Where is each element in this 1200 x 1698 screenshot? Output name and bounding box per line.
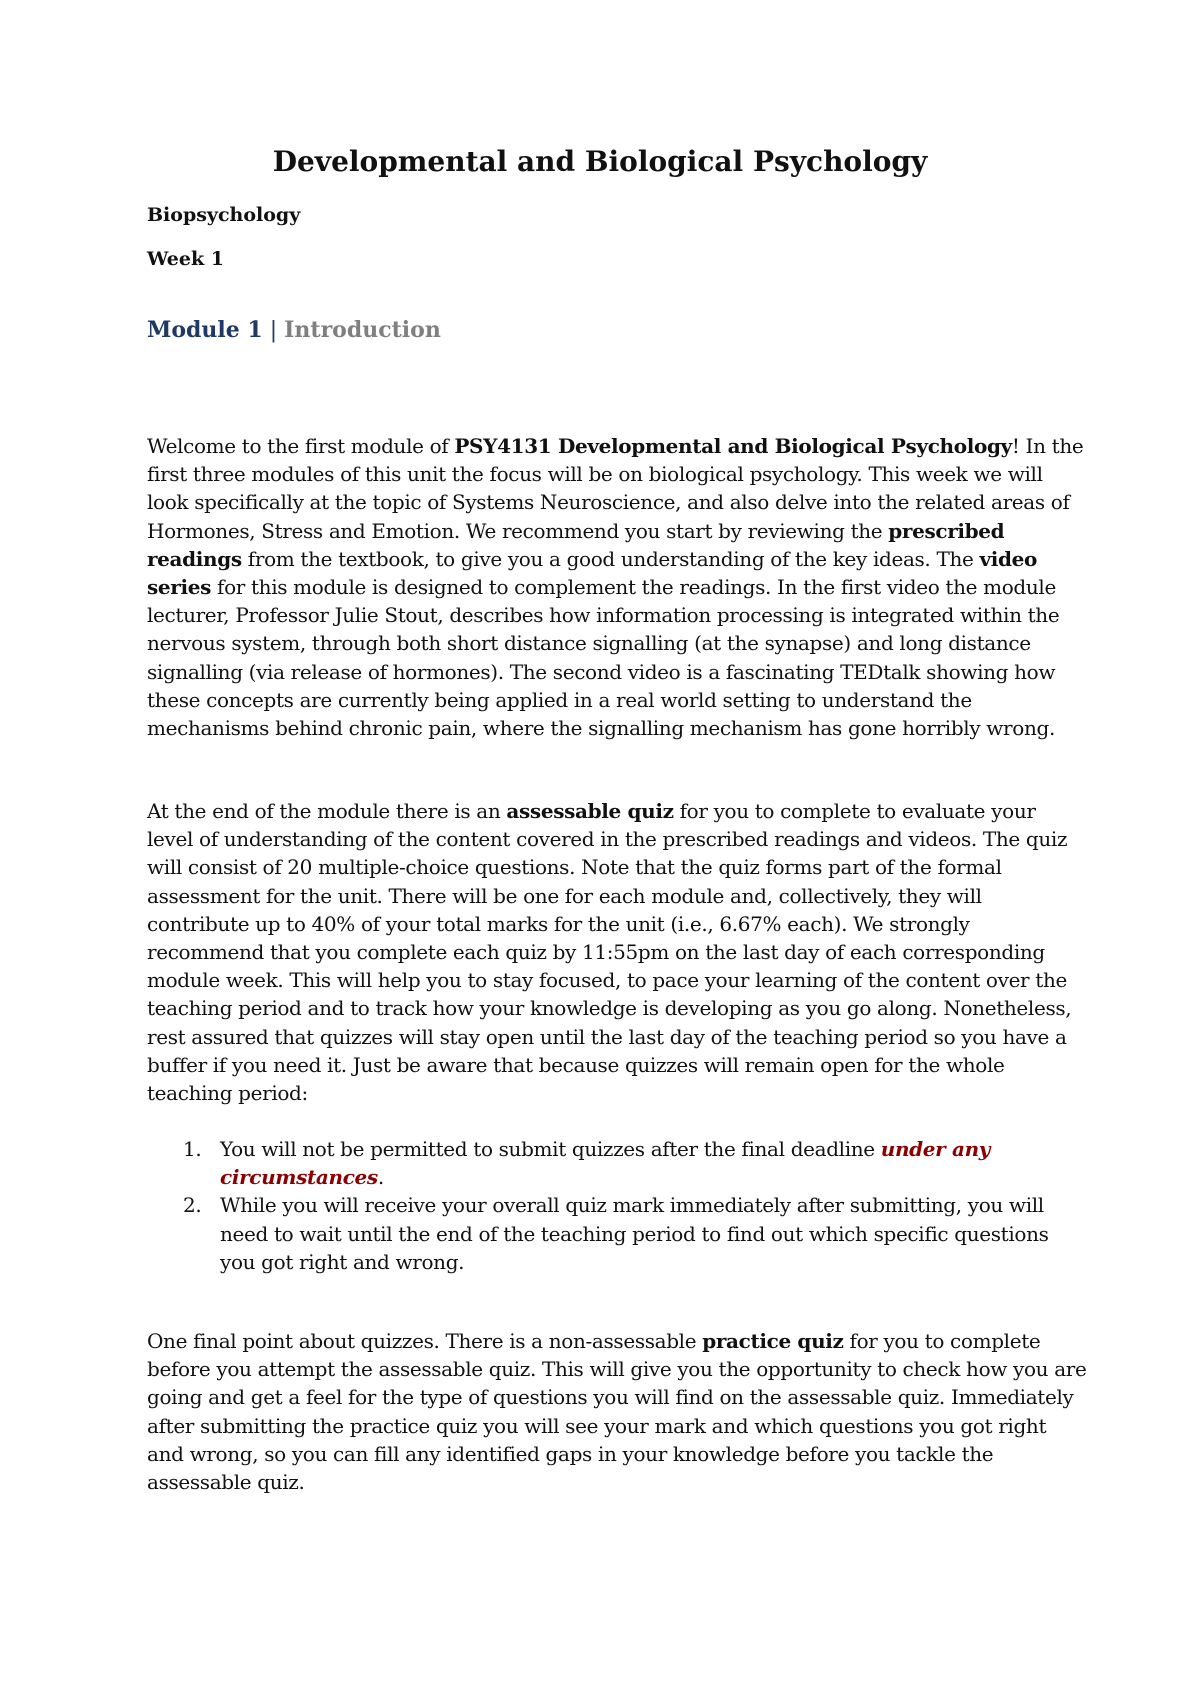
text-run: for this module is designed to complement the readings. In the first video the module lecturer, Professor Julie Stout, describes how information processing is integrated within the nervous system, through both short distance signalling (at the synapse) and long distance signalling (via release of hormones). The second video is a fascinating TEDtalk showing how these concepts are currently being applied in a real world setting to understand the mechanisms behind chronic pain, where the signalling mechanism has gone horribly wrong. [147,575,1060,741]
quiz-rules-list [147,1135,1087,1276]
list-number: 1. [183,1137,202,1161]
text-run: ! In the first three modules of this unit the focus will be on biological psychology. This week we will look specifically at the topic of Systems Neuroscience, and also delve into the related areas of Hormones, Stress and Emotion. We recommend you start by reviewing the [147,434,1084,543]
unit-code-title: PSY4131 Developmental and Biological Psychology [454,434,1012,458]
practice-quiz-paragraph [147,1327,1087,1496]
list-item [147,1191,1087,1276]
video-series-emphasis: video series [147,546,1037,600]
document-title: Developmental and Biological Psychology [272,145,928,178]
module-number: Module 1 [147,317,263,343]
module-heading [147,317,441,344]
text-run: You will not be permitted to submit quizzes after the final deadline [220,1137,881,1161]
assessable-quiz-emphasis: assessable quiz [506,799,674,823]
text-run: At the end of the module there is an [147,799,507,823]
assessable-quiz-paragraph [147,797,1087,1107]
text-run: While you will receive your overall quiz mark immediately after submitting, you will need to wait until the end of the teaching period to find out which specific questions you got right and wrong. [220,1193,1049,1274]
text-run: for you to complete to evaluate your level of understanding of the content covered in the prescribed readings and videos. The quiz will consist of 20 multiple-choice questions. Note that the quiz forms part of the formal assessment for the unit. There will be one for each module and, collectively, they will contribute up to 40% of your total marks for the unit (i.e., 6.67% each). We strongly recommend that you complete each quiz by 11:55pm on the last day of each corresponding module week. This will help you to stay focused, to pace your learning of the content over the teaching period and to track how your knowledge is developing as you go along. Nonetheless, rest assured that quizzes will stay open until the last day of the teaching period so you have a buffer if you need it. Just be aware that because quizzes will remain open for the whole teaching period: [147,799,1072,1106]
welcome-paragraph [147,432,1087,742]
text-run: for you to complete before you attempt the assessable quiz. This will give you the opportunity to check how you are going and get a feel for the type of questions you will find on the assessable quiz. Immediately after submitting the practice quiz you will see your mark and which questions you got right and wrong, so you can fill any identified gaps in your knowledge before you tackle the assessable quiz. [147,1329,1087,1495]
list-number: 2. [183,1193,202,1218]
module-separator: | [262,318,285,343]
subtitle-biopsychology: Biopsychology [147,204,301,226]
text-run: . [377,1165,384,1190]
prescribed-readings-emphasis: prescribed readings [147,518,1005,571]
text-run: Welcome to the first module of [147,434,455,458]
practice-quiz-emphasis: practice quiz [702,1329,844,1353]
text-run: from the textbook, to give you a good understanding of the key ideas. The [241,546,980,571]
list-item [147,1135,1087,1191]
under-any-circumstances-emphasis: under any circumstances [220,1137,991,1190]
week-label: Week 1 [147,248,224,270]
text-run: One final point about quizzes. There is a non-assessable [147,1329,703,1353]
module-name: Introduction [284,317,441,343]
